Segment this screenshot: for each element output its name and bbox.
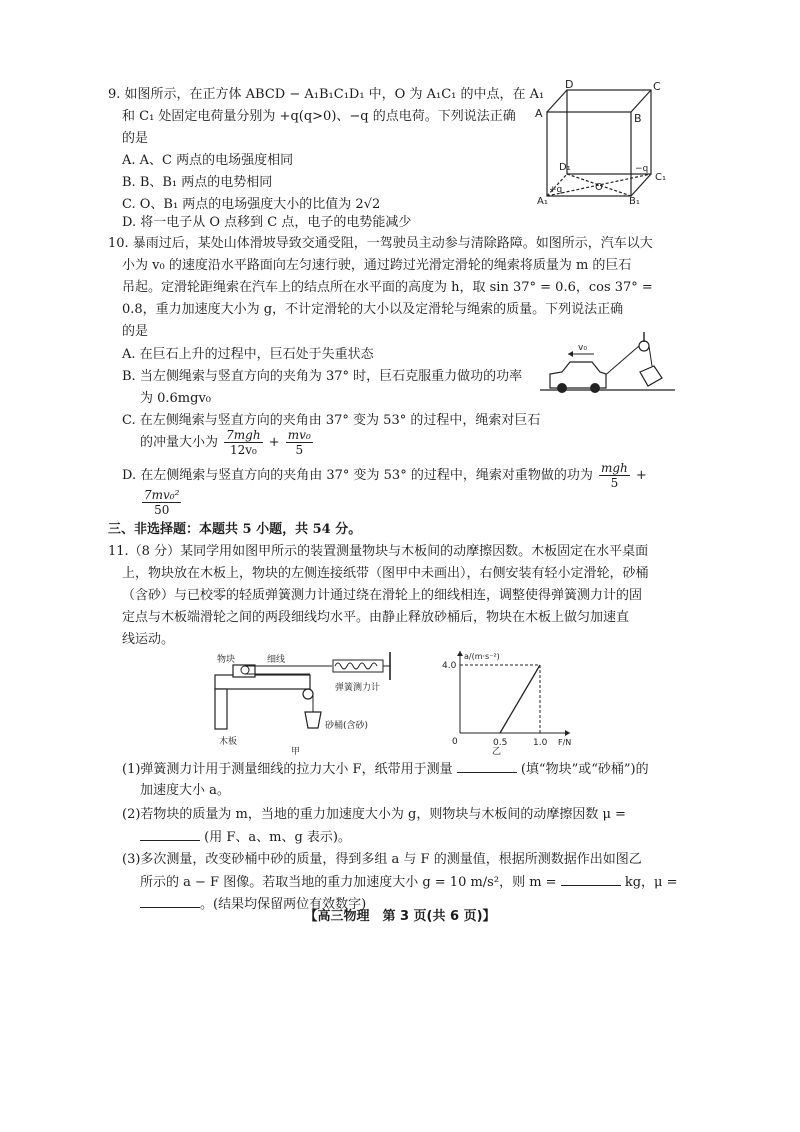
q9-option-d: D. 将一电子从 O 点移到 C 点，电子的电势能减少	[122, 215, 412, 230]
q11-stem-line-4: 定点与木板端滑轮之间的两段细线均水平。由静止释放砂桶后，物块在木板上做匀加速直	[122, 610, 630, 625]
answer-blank-2[interactable]	[140, 828, 200, 841]
q10-stem-line-2: 小为 v₀ 的速度沿水平路面向左匀速行驶，通过跨过光滑定滑轮的绳索将质量为 m 的巨石	[122, 258, 632, 273]
q11-part-3-line-1: (3)多次测量，改变砂桶中砂的质量，得到多组 a 与 F 的测量值，根据所测数据作出如图乙	[122, 852, 642, 867]
q11-part-1-line-2: 加速度大小 a。	[140, 783, 230, 798]
cube-charge-plus: +q	[549, 185, 563, 195]
q10-option-b-line-2: 为 0.6mgv₀	[140, 391, 212, 406]
page-footer: 【高三物理 第 3 页(共 6 页)】	[304, 909, 496, 924]
answer-blank-1[interactable]	[457, 760, 517, 773]
cube-label-b1: B₁	[629, 196, 640, 207]
q10-option-b-line-1: B. 当左侧绳索与竖直方向的夹角为 37° 时，巨石克服重力做功的功率	[122, 369, 523, 384]
cube-charge-minus: −q	[635, 164, 649, 174]
q10-car-pulley-figure	[540, 330, 675, 405]
cube-label-a: A	[535, 107, 543, 120]
q10-stem-line-4: 0.8，重力加速度大小为 g，不计定滑轮的大小以及定滑轮与绳索的质量。下列说法正确	[122, 302, 624, 317]
q11-part-2-line-2: (用 F、a、m、g 表示)。	[140, 828, 351, 847]
cube-label-o: O	[595, 182, 603, 193]
q10-option-d-line-1: D. 在左侧绳索与竖直方向的夹角由 37° 变为 53° 的过程中，绳索对重物做的功为 $\frac{\text{mgh}}{5}$ +	[122, 461, 647, 490]
figure-caption-yi: 乙	[492, 747, 502, 757]
cube-label-b: B	[634, 112, 642, 125]
q11-stem-line-2: 上，物块放在木板上，物块的左侧连接纸带（图甲中未画出），右侧安装有轻小定滑轮，砂桶	[122, 566, 649, 581]
cube-label-c: C	[653, 80, 661, 93]
graph-x-tick-1.0: 1.0	[533, 738, 548, 748]
q10-c-fraction-2: $\frac{\text{mv₀}}{5}$	[287, 428, 311, 457]
q11-stem-line-1: 11.（8 分）某同学用如图甲所示的装置测量物块与木板间的动摩擦因数。木板固定在水平桌面	[108, 544, 649, 559]
q10-c-fraction-1: $\frac{\text{7mgh}}{\text{12v₀}}$	[226, 428, 261, 457]
label-bucket: 砂桶(含砂)	[325, 721, 369, 731]
cube-label-d: D	[565, 78, 574, 91]
q11-part-2-line-1: (2)若物块的质量为 m，当地的重力加速度大小为 g，则物块与木板间的动摩擦因数 μ =	[122, 807, 626, 822]
q9-stem-line-1: 9. 如图所示，在正方体 ABCD − A₁B₁C₁D₁ 中，O 为 A₁C₁ 的中点，在 A₁	[108, 87, 545, 102]
cube-label-c1: C₁	[655, 172, 666, 183]
q11-stem-line-5: 线运动。	[122, 632, 175, 647]
graph-x-label: F/N	[558, 738, 572, 747]
q9-stem-line-3: 的是	[122, 131, 149, 146]
label-block: 物块	[217, 655, 236, 665]
cube-label-d1: D₁	[559, 162, 571, 173]
graph-data-line	[500, 665, 540, 733]
q10-option-c-line-2: 的冲量大小为 $\frac{\text{7mgh}}{\text{12v₀}}$ + $\frac{\text{mv₀}}{5}$	[140, 428, 311, 457]
q9-option-b: B. B、B₁ 两点的电势相同	[122, 175, 273, 190]
graph-origin: 0	[452, 737, 458, 747]
q11-part-3-line-3: 。(结果均保留两位有效数字)	[140, 895, 366, 914]
q9-cube-figure	[535, 80, 670, 205]
q10-option-d-line-2	[140, 488, 183, 517]
q9-option-a: A. A、C 两点的电场强度相同	[122, 153, 294, 168]
q10-stem-line-1: 10. 暴雨过后，某处山体滑坡导致交通受阻，一驾驶员主动参与清除路障。如图所示，汽车以大	[108, 236, 653, 251]
q10-option-c-line-1: C. 在左侧绳索与竖直方向的夹角由 37° 变为 53° 的过程中，绳索对巨石	[122, 413, 541, 428]
q9-option-c: C. O、B₁ 两点的电场强度大小的比值为 2√2	[122, 197, 381, 212]
q11-apparatus-figure	[205, 650, 415, 760]
figure-caption-jia: 甲	[291, 747, 301, 757]
q9-stem-line-2: 和 C₁ 处固定电荷量分别为 +q(q>0)、−q 的点电荷。下列说法正确	[122, 109, 516, 124]
label-spring-scale: 弹簧测力计	[335, 683, 381, 693]
q11-stem-line-3: （含砂）与已校零的轻质弹簧测力计通过绕在滑轮上的细线相连，调整使得弹簧测力计的固	[122, 588, 643, 603]
q10-d-fraction-2: $\frac{\text{7mv₀²}}{50}$	[144, 488, 180, 517]
label-board: 木板	[219, 737, 238, 747]
cube-label-a1: A₁	[537, 196, 548, 207]
graph-y-tick-4: 4.0	[442, 661, 457, 671]
q11-part-1-line-1: (1)弹簧测力计用于测量细线的拉力大小 F，纸带用于测量 (填“物块”或“砂桶”)的	[122, 762, 649, 777]
q10-stem-line-5: 的是	[122, 324, 149, 339]
graph-x-tick-0.5: 0.5	[493, 738, 508, 748]
q11-a-f-graph	[440, 648, 580, 756]
car-velocity-label: v₀	[578, 343, 587, 353]
q11-part-3-line-2: 所示的 a − F 图像。若取当地的重力加速度大小 g = 10 m/s²，则 m = kg，μ =	[140, 875, 678, 890]
graph-y-label: a/(m·s⁻²)	[464, 652, 500, 661]
q10-stem-line-3: 吊起。定滑轮距绳索在汽车上的结点所在水平面的高度为 h，取 sin 37° = 0.6，cos 37° =	[122, 280, 653, 295]
section-3-heading: 三、非选择题：本题共 5 小题，共 54 分。	[108, 522, 362, 537]
q10-d-fraction-1: $\frac{\text{mgh}}{5}$	[600, 461, 628, 490]
q10-option-a: A. 在巨石上升的过程中，巨石处于失重状态	[122, 347, 374, 362]
answer-blank-3[interactable]	[561, 873, 621, 886]
label-thread: 细线	[267, 655, 286, 665]
